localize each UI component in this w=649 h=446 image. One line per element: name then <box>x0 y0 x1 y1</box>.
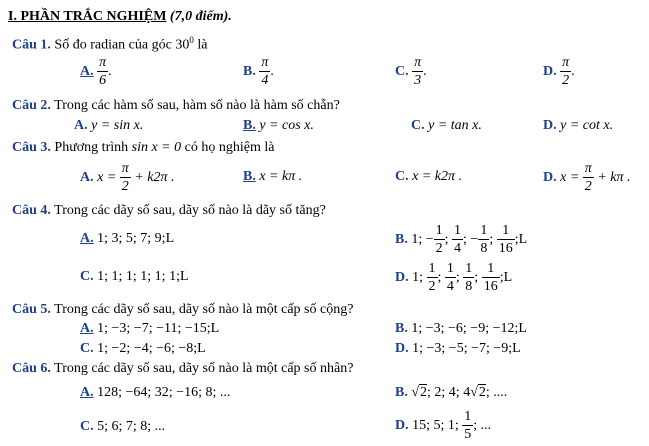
question-4 <box>12 204 326 218</box>
q1-option-d[interactable]: D. $\frac{\pi}{2}$ . <box>543 55 575 88</box>
q3-option-a[interactable] <box>80 162 175 194</box>
q4-b-term-2: $\frac{1}{4}$ <box>454 223 462 256</box>
q5-option-c-value: 1; −2; −4; −6; −8;L <box>97 341 206 356</box>
q1-option-b[interactable]: B. $\frac{\pi}{4}$ . <box>243 55 274 88</box>
q2-option-d-value: y = cot x. <box>560 118 614 133</box>
question-2-text: Trong các hàm số sau, hàm số nào là hàm số chẵn? <box>54 98 340 113</box>
q4-d-term-2: $\frac{1}{4}$ <box>446 261 454 294</box>
q6-option-c[interactable] <box>80 420 165 434</box>
question-1-degree: 0 <box>189 35 194 45</box>
q3-option-d[interactable] <box>543 162 631 194</box>
q2-option-d-letter: D. <box>543 118 557 133</box>
q6-option-d-letter: D. <box>395 418 409 434</box>
q4-option-c-value: 1; 1; 1; 1; 1; 1;L <box>97 269 189 284</box>
section-title <box>8 10 232 24</box>
q4-option-b-tail: ;L <box>514 232 528 248</box>
q1-option-c[interactable]: C. $\frac{\pi}{3}$ . <box>395 55 427 88</box>
q2-option-c-value: y = tan x. <box>428 118 482 133</box>
question-1-text: Số đo radian của góc <box>54 37 172 53</box>
q3-option-d-pre: x = <box>560 170 580 186</box>
q6-option-a-letter: A. <box>80 385 94 400</box>
question-2-label: Câu 2. <box>12 98 51 113</box>
q6-option-a[interactable] <box>80 386 230 400</box>
question-1-label: Câu 1. <box>12 37 51 53</box>
q5-option-a[interactable] <box>80 322 219 336</box>
question-5-label: Câu 5. <box>12 302 51 317</box>
q4-option-b-letter: B. <box>395 232 408 248</box>
question-3-label: Câu 3. <box>12 140 51 155</box>
q6-option-d-lead: 15; 5; 1; <box>412 418 459 434</box>
q4-option-c[interactable] <box>80 270 189 284</box>
q6-option-c-value: 5; 6; 7; 8; ... <box>97 419 166 434</box>
q3-option-c-letter: C. <box>395 169 409 184</box>
q6-option-b-letter: B. <box>395 385 408 400</box>
q4-option-a[interactable] <box>80 232 174 246</box>
question-5-text: Trong các dãy số sau, dãy số nào là một cấp số cộng? <box>54 302 354 317</box>
q4-option-d-lead: 1; <box>412 270 424 286</box>
q3-option-a-pre: x = <box>97 170 117 186</box>
q4-option-d-tail: ;L <box>499 270 513 286</box>
q1-option-b-fraction: $\frac{\pi}{4}$ <box>261 55 269 88</box>
question-1-suffix: là <box>197 37 208 53</box>
q6-option-b-tail: ; .... <box>485 385 508 400</box>
q4-d-term-3: $\frac{1}{8}$ <box>465 261 473 294</box>
question-1 <box>12 36 207 53</box>
q3-option-b-letter: B. <box>243 169 256 184</box>
q5-option-b-value: 1; −3; −6; −9; −12;L <box>411 321 527 336</box>
question-3 <box>12 141 274 155</box>
q3-option-d-letter: D. <box>543 170 557 186</box>
q6-b-sqrt-2: √2 <box>470 385 486 400</box>
question-1-angle: 30 <box>175 37 190 53</box>
q6-option-c-letter: C. <box>80 419 94 434</box>
q2-option-a-value: y = sin x. <box>91 118 144 133</box>
q1-option-d-letter: D. <box>543 64 557 80</box>
q3-option-b-value: x = kπ . <box>259 169 303 184</box>
q5-option-a-value: 1; −3; −7; −11; −15;L <box>97 321 220 336</box>
q1-option-b-letter: B. <box>243 64 256 80</box>
question-2 <box>12 99 340 113</box>
q4-b-term-3: $\frac{1}{8}$ <box>480 223 488 256</box>
q4-option-d-letter: D. <box>395 270 409 286</box>
question-6-text: Trong các dãy số sau, dãy số nào là một cấp số nhân? <box>54 361 354 376</box>
q6-option-d[interactable] <box>395 410 491 442</box>
q4-b-term-1-sign: − <box>425 232 434 248</box>
q5-option-c[interactable] <box>80 342 206 356</box>
q2-option-d[interactable] <box>543 119 613 133</box>
q6-option-d-tail: ; ... <box>473 418 492 434</box>
q4-option-b[interactable]: B. 1; − $\frac{1}{2}$ ; $\frac{1}{4}$ ; − $\frac{1}{8}$ ; $\frac{1}{16}$ ;L <box>395 223 528 256</box>
q1-option-c-fraction: $\frac{\pi}{3}$ <box>414 55 422 88</box>
q5-option-c-letter: C. <box>80 341 94 356</box>
q1-option-d-fraction: $\frac{\pi}{2}$ <box>562 55 570 88</box>
q3-option-c-value: x = k2π . <box>412 169 463 184</box>
q1-option-a[interactable]: A. $\frac{\pi}{6}$ . <box>80 55 112 88</box>
question-5 <box>12 303 353 317</box>
section-title-sub: (7,0 điểm). <box>169 9 232 24</box>
question-3-text: Phương trình <box>54 140 129 155</box>
q1-option-a-fraction: $\frac{\pi}{6}$ <box>99 55 107 88</box>
q2-option-b[interactable] <box>243 119 314 133</box>
q6-option-b-mid: ; 2; 4; 4 <box>427 385 471 400</box>
q2-option-a[interactable] <box>74 119 143 133</box>
q4-b-term-3-sign: − <box>470 232 479 248</box>
q5-option-a-letter: A. <box>80 321 94 336</box>
q3-option-d-post: + kπ . <box>597 170 631 186</box>
q2-option-c-letter: C. <box>411 118 425 133</box>
q4-option-c-letter: C. <box>80 269 94 284</box>
q2-option-b-value: y = cos x. <box>259 118 314 133</box>
q2-option-c[interactable] <box>411 119 482 133</box>
q5-option-d-value: 1; −3; −5; −7; −9;L <box>412 341 521 356</box>
q4-d-term-1: $\frac{1}{2}$ <box>428 261 436 294</box>
question-3-equation: sin x = 0 <box>131 140 182 155</box>
q4-option-b-lead: 1; <box>411 232 423 248</box>
question-4-label: Câu 4. <box>12 203 51 218</box>
q4-d-term-4: $\frac{1}{16}$ <box>483 261 498 294</box>
question-6 <box>12 362 353 376</box>
q3-option-a-letter: A. <box>80 170 94 186</box>
q2-option-a-letter: A. <box>74 118 88 133</box>
q6-d-fraction: $\frac{1}{5}$ <box>464 409 472 442</box>
q4-option-a-value: 1; 3; 5; 7; 9;L <box>97 231 175 246</box>
q5-option-d-letter: D. <box>395 341 409 356</box>
question-6-label: Câu 6. <box>12 361 51 376</box>
q1-option-c-letter: C. <box>395 64 409 80</box>
q2-option-b-letter: B. <box>243 118 256 133</box>
q3-option-b[interactable] <box>243 170 302 184</box>
section-title-main: I. PHẦN TRẮC NGHIỆM <box>8 9 167 24</box>
q5-option-d[interactable] <box>395 342 521 356</box>
q6-option-b[interactable] <box>395 386 507 400</box>
q1-option-a-letter: A. <box>80 64 94 80</box>
q3-option-d-fraction: $\frac{\pi}{2}$ <box>584 161 592 194</box>
q4-b-term-1: $\frac{1}{2}$ <box>435 223 443 256</box>
q3-option-c[interactable] <box>395 170 462 184</box>
q3-option-a-post: + k2π . <box>134 170 175 186</box>
question-4-text: Trong các dãy số sau, dãy số nào là dãy số tăng? <box>54 203 326 218</box>
q5-option-b[interactable] <box>395 322 527 336</box>
q6-option-a-value: 128; −64; 32; −16; 8; ... <box>97 385 231 400</box>
question-3-suffix: có họ nghiệm là <box>184 140 275 155</box>
q6-b-sqrt-1: √2 <box>411 385 428 400</box>
q3-option-a-fraction: $\frac{\pi}{2}$ <box>121 161 129 194</box>
q5-option-b-letter: B. <box>395 321 408 336</box>
q4-option-a-letter: A. <box>80 231 94 246</box>
q4-option-d[interactable]: D. 1; $\frac{1}{2}$ ; $\frac{1}{4}$ ; $\frac{1}{8}$ ; $\frac{1}{16}$ ;L <box>395 261 513 294</box>
q4-b-term-4: $\frac{1}{16}$ <box>498 223 513 256</box>
